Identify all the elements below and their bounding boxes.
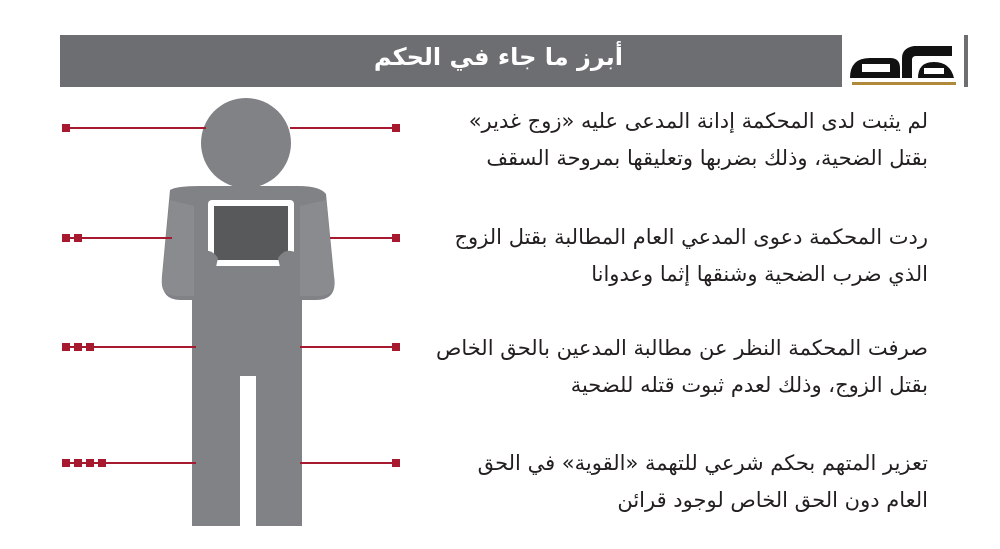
marker-square <box>62 459 70 467</box>
tablet-screen <box>214 206 288 260</box>
figure-head <box>201 98 291 188</box>
marker-square <box>74 343 82 351</box>
ruling-item-1 <box>368 103 928 177</box>
ruling-item-4-line-1: تعزير المتهم بحكم شرعي للتهمة «القوية» في الحق <box>477 451 928 475</box>
ruling-item-3 <box>368 330 928 404</box>
marker-square <box>62 234 70 242</box>
ruling-item-2-line-2: الذي ضرب الضحية وشنقها إثما وعدوانا <box>591 261 928 286</box>
marker-square <box>86 343 94 351</box>
ruling-item-1-line-1: لم يثبت لدى المحكمة إدانة المدعى عليه «زوج غدير» <box>468 109 928 133</box>
marker-square <box>86 459 94 467</box>
marker-square <box>62 124 70 132</box>
ruling-item-2 <box>368 219 928 293</box>
ruling-item-1-line-2: بقتل الضحية، وذلك بضربها وتعليقها بمروحة السقف <box>486 145 928 170</box>
ruling-item-4-line-2: العام دون الحق الخاص لوجود قرائن <box>617 487 928 512</box>
page-title: أبرز ما جاء في الحكم <box>373 43 623 71</box>
ruling-item-4 <box>368 445 928 519</box>
ruling-item-3-line-1: صرفت المحكمة النظر عن مطالبة المدعين بالحق الخاص <box>435 336 928 360</box>
marker-square <box>74 234 82 242</box>
ruling-item-2-line-1: ردت المحكمة دعوى المدعي العام المطالبة بقتل الزوج <box>454 225 928 249</box>
marker-square <box>98 459 106 467</box>
marker-square <box>74 459 82 467</box>
ruling-item-3-line-2: بقتل الزوج، وذلك لعدم ثبوت قتله للضحية <box>570 372 928 397</box>
connector-line-1-left <box>66 127 206 129</box>
marker-square <box>62 343 70 351</box>
